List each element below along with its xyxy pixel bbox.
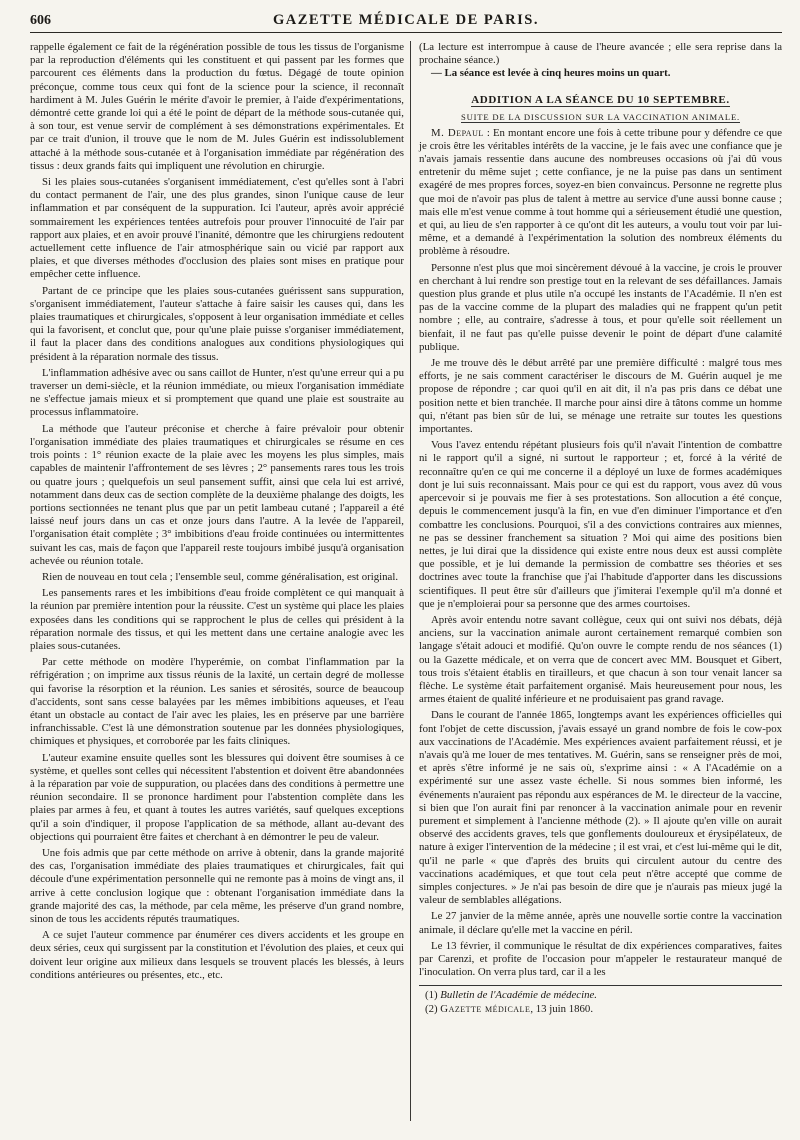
body-paragraph: L'auteur examine ensuite quelles sont les blessures qui doivent être soumises à ce système, et quelles sont celles qui nécessitent l'abstention et doivent être abandonnées à la réparation par voie de suppuration, ou placées dans des conditions à permettre une réunion secondaire. Il se prononce hardiment pour l'abstention complète dans les plaies par armes à feu, et quant à toutes les autres variétés, sauf quelques exceptions qu'il a soin d'indiquer, il propose l'application de sa méthode, allant au-devant des objections qui pourraient être faites et cherchant à en démontrer le peu de valeur. — [30, 751, 404, 843]
body-paragraph: Je me trouve dès le début arrêté par une première difficulté : malgré tous mes efforts, je ne sais comment caractériser le discours de M. Guérin auquel je me propose de répondre ; car quoi qu'il en ait dit, il n'a pas pris dans ce débat une position nette et bien tranchée. Il marche pour ainsi dire à tâtons comme un homme qui, n'étant pas bien sûr de lui, se ménage une retraite sur toutes les questions importantes. — [419, 357, 782, 436]
body-paragraph: rappelle également ce fait de la régénération possible de tous les tissus de l'organisme par la reproduction d'éléments qui les constituent et qui passent par les formes que parcourent ces éléments dans la production du fœtus. Dégagé de toute opinion préconçue, comme tous ceux qui font de la science pour la science, il reconnaît hardiment à M. Jules Guérin le mérite d'avoir le premier, à l'aide d'expérimentations, démontré cette grande loi qui a été le point de départ de la méthode sous-cutanée qui, à son tour, est venue servir de complément à ses démonstrations expérimentales. Et par ce trait d'union, il trouve que le nom de M. Jules Guérin est indissolublement attaché à la méthode sous-cutanée et à l'organisation immédiate par régénération des tissus : deux grands faits qui impliquent une révolution en chirurgie. — [30, 41, 404, 172]
body-paragraph: Partant de ce principe que les plaies sous-cutanées guérissent sans suppuration, s'organisent immédiatement, l'auteur s'attache à faire saisir les causes qui, dans les plaies traumatiques et chirurgicales, s'opposent à leur organisation immédiate et celles qui la favorisent, et conclut que, pour qu'une plaie puisse s'organiser immédiatement, il faut la placer dans des conditions analogues aux conditions physiologiques qui président à la réparation normale des tissus. — [30, 284, 404, 363]
body-paragraph: Dans le courant de l'année 1865, longtemps avant les expériences officielles qui font l'objet de cette discussion, j'avais essayé un grand nombre de fois le cow-pox aux vaccinations de l'Académie. Mes expériences avaient parfaitement réussi, et je n'avais qu'à me louer de mes tentatives. M. Guérin, sans se renseigner près de moi, et après s'être informé je ne sais où, s'exprime ainsi : « A l'Académie on a expérimenté sur une assez vaste échelle. Si nous sommes bien informé, les événements n'auraient pas répondu aux espérances de M. le directeur de la vaccine, si bien que l'on aurait fini par renoncer à la vaccination animale pour en revenir purement et simplement à l'ancienne méthode (2). » Il ajoute qu'en ville on aurait observé des accidents graves, tels que gonflements douloureux et érysipélateux, de nature à exiger l'intervention de la médecine ; il est vrai, et c'est lui-même qui le dit, qu'il ne parle « que d'après des bruits qui circulent autour du centre des vaccinations académiques, et que tout cela peut n'être accepté que comme de simples conjectures. » Je n'ai pas besoin de dire que je n'aurais pas mieux jugé la valeur de semblables allégations. — [419, 709, 782, 907]
body-paragraph: Par cette méthode on modère l'hyperémie, on combat l'inflammation par la réfrigération ; on imprime aux tissus réunis de la laxité, un certain degré de mollesse qui favorise la résorption et la réunion. Les sanies et sérosités, source de beaucoup d'accidents, sont sans cesse balayées par les mêmes imbibitions aqueuses, et l'eau étant un obstacle au contact de l'air avec les plaies, les en préserve par une barrière infranchissable. C'est là une démonstration soutenue par les données physiologiques, chimiques et physiques, et corroborée par les faits cliniques. — [30, 656, 404, 748]
body-paragraph: Le 13 février, il communique le résultat de dix expériences comparatives, faites par Carenzi, et profite de l'occasion pour m'appeler le restaurateur manqué de l'inoculation. On verra plus tard, car il a les — [419, 939, 782, 979]
addition-heading: ADDITION A LA SÉANCE DU 10 SEPTEMBRE. — [471, 93, 730, 106]
page-header — [30, 12, 782, 33]
body-paragraph: A ce sujet l'auteur commence par énumérer ces divers accidents et les groupe en deux séries, ceux qui surgissent par la constitution et l'évolution des plaies, et ceux qui doivent leur origine aux milieux dans lesquels se trouvent placés les blessés, à leurs conditions antérieures ou présentes, etc., etc. — [30, 929, 404, 981]
footnotes — [419, 985, 782, 1015]
body-paragraph: Si les plaies sous-cutanées s'organisent immédiatement, c'est qu'elles sont à l'abri du contact permanent de l'air, une des plus grandes, sinon l'unique cause de leur inflammation et par conséquent de la suppuration. Ici l'auteur, après avoir apprécié sommairement les expériences tentées autrefois pour prouver l'innocuité de l'air par rapport aux plaies, et en avoir prouvé l'inanité, démontre que les chirurgiens redoutent actuellement cette influence de l'air atmosphérique sain ou vicié par rapport aux plaies, et que diverses méthodes d'occlusion des plaies sont mises en pratique pour empêcher cette influence. — [30, 176, 404, 281]
page-number: 606 — [30, 13, 51, 28]
body-paragraph: Rien de nouveau en tout cela ; l'ensemble seul, comme généralisation, est original. — [42, 570, 399, 583]
footnote: (2) Gazette médicale, 13 juin 1860. — [425, 1002, 594, 1015]
speaker-name: M. Depaul — [431, 126, 484, 139]
speaker-paragraph: M. Depaul : En montant encore une fois à cette tribune pour y défendre ce que je crois être les véritables intérêts de la vaccine, je le fais avec une confiance que je n'avais jamais ressentie dans aucune des nombreuses occasions où j'ai dû vous entretenir du même sujet ; cette confiance, je ne la puise pas dans un sentiment exagéré de mes propres forces, soyez-en bien convaincus. Personne ne regrette plus que moi de n'avoir pas plus de talent à mettre au service d'une aussi bonne cause ; mais elle m'est venue comme à tout homme qui a sérieusement étudié une question, et qui, au lieu de s'en rapporter à ce qu'ont dit les auteurs, a voulu tout voir par lui-même, et a demandé à l'expérimentation la solution des nombreux éléments du problème à résoudre. — [419, 126, 782, 258]
seance-closed-line: — La séance est levée à cinq heures moins un quart. — [431, 67, 671, 80]
body-paragraph: L'inflammation adhésive avec ou sans caillot de Hunter, n'est qu'une erreur qui a pu traverser un demi-siècle, et la réunion immédiate, ou mieux l'organisation immédiate ne s'effectue jamais mieux et si promptement que quand une plaie est soustraite au processus inflammatoire. — [30, 366, 404, 419]
journal-title: GAZETTE MÉDICALE DE PARIS. — [273, 12, 539, 28]
body-paragraph: Personne n'est plus que moi sincèrement dévoué à la vaccine, je crois le prouver en cherchant à lui rendre son prestige tout en la relevant de ses défaillances. Jamais question plus grande et plus utile n'a occupé les instants de l'Académie. Il n'en est pas de la vaccine comme de la plupart des maladies qui ne frappent qu'un petit nombre ; elle, au contraire, s'adresse à tous, et pour qu'elle soit réellement un bienfait, il ne faut pas qu'elle puisse devenir le point de départ d'une calamité publique. — [419, 261, 782, 353]
body-paragraph: La méthode que l'auteur préconise et cherche à faire prévaloir pour obtenir l'organisation immédiate des plaies traumatiques et chirurgicales se résume en ces trois points : 1° réunion exacte de la plaie avec les moyens les plus simples, mais capables de maintenir l'affrontement de ses lèvres ; 2° pansements rares tous les trois ou quatre jours ; quelquefois un seul pansement suffit, ainsi que cela lui est arrivé, notamment dans deux cas de section complète de la deuxième phalange des doigts, les portions sectionnées ne tenant plus que par un petit lambeau cutané ; l'appareil a été laissé neuf jours dans un cas et onze jours dans l'autre. A la levée de l'appareil, l'organisation était complète ; 3° imbibitions d'eau froide continuées ou intermittentes suivant les cas, mais de façon que l'appareil reste toujours imbibé jusqu'à organisation achevée ou réunion totale. — [30, 422, 404, 567]
body-paragraph: Après avoir entendu notre savant collègue, ceux qui ont suivi nos débats, déjà anciens, sur la vaccination animale auront certainement remarqué combien son langage s'était adouci et modifié. Qu'on ouvre le compte rendu de nos séances (1) ou la Gazette médicale, et on verra que de concert avec MM. Bousquet et Gibert, tous trois s'étaient établis en tirailleurs, et que chacun à son tour venait lancer sa flèche. Le système était parfaitement organisé. Mais heureusement pour nous, les armes étaient de qualité inférieure et ne produisaient pas grand ravage. — [419, 613, 782, 706]
left-column — [30, 41, 410, 1121]
body-paragraph: Le 27 janvier de la même année, après une nouvelle sortie contre la vaccination animale, il déclare qu'elle met la vaccine en péril. — [419, 910, 782, 936]
footnote: (1) Bulletin de l'Académie de médecine. — [425, 989, 597, 1002]
discussion-subheading: SUITE DE LA DISCUSSION SUR LA VACCINATION ANIMALE. — [461, 111, 740, 122]
session-note: (La lecture est interrompue à cause de l'heure avancée ; elle sera reprise dans la prochaine séance.) — [419, 41, 782, 67]
body-paragraph: Les pansements rares et les imbibitions d'eau froide complètent ce qui manquait à la réunion par première intention pour la réussite. C'est un système qui place les plaies exposées dans les conditions qui se rapprochent le plus de celles qui président à la réparation normale des tissus, et qui les mettent dans une certaine analogie avec les plaies sous-cutanées. — [30, 587, 404, 652]
body-paragraph: Une fois admis que par cette méthode on arrive à obtenir, dans la grande majorité des cas, l'organisation immédiate des plaies traumatiques et chirurgicales, fait qui découle d'une expérimentation personnelle qui ne remonte pas à moins de vingt ans, il arrive à cette conclusion logique que : obtenant l'organisation immédiate dans la grande majorité des cas, la méthode, par cela même, les préserve d'un grand nombre, sinon de tous les accidents réputés traumatiques. — [30, 846, 404, 925]
right-column — [410, 41, 782, 1121]
body-paragraph: Vous l'avez entendu répétant plusieurs fois qu'il n'avait l'intention de combattre ni le rapport qu'il a signé, ni surtout le rapporteur ; et, forcé à la vérité de reconnaître qu'en ce qui me concerne il a déployé un luxe de formes académiques dont je lui suis reconnaissant. Mais pour ce qui est du rapport, vous avez dû vous apercevoir si je pouvais me fier à ses protestations. Son allocution a été conçue, depuis le commencement jusqu'à la fin, en vue d'en diminuer l'importance et d'en combattre les conclusions. Pourquoi, s'il a des convictions contraires aux miennes, ne pas se dessiner franchement sa situation ? Moi qui aime des positions bien nettes, je lui dirai que la dissidence qui existe entre nous deux est aussi complète que possible, et je lui demande la permission de combattre ses théories et ses doctrines avec toute la franchise que j'ai l'habitude d'apporter dans les discussions scientifiques. Il peut être sûr d'ailleurs que j'imiterai l'exemple qu'il m'a donné et que je n'emploierai pour sa personne que des armes courtoises. — [419, 439, 782, 610]
